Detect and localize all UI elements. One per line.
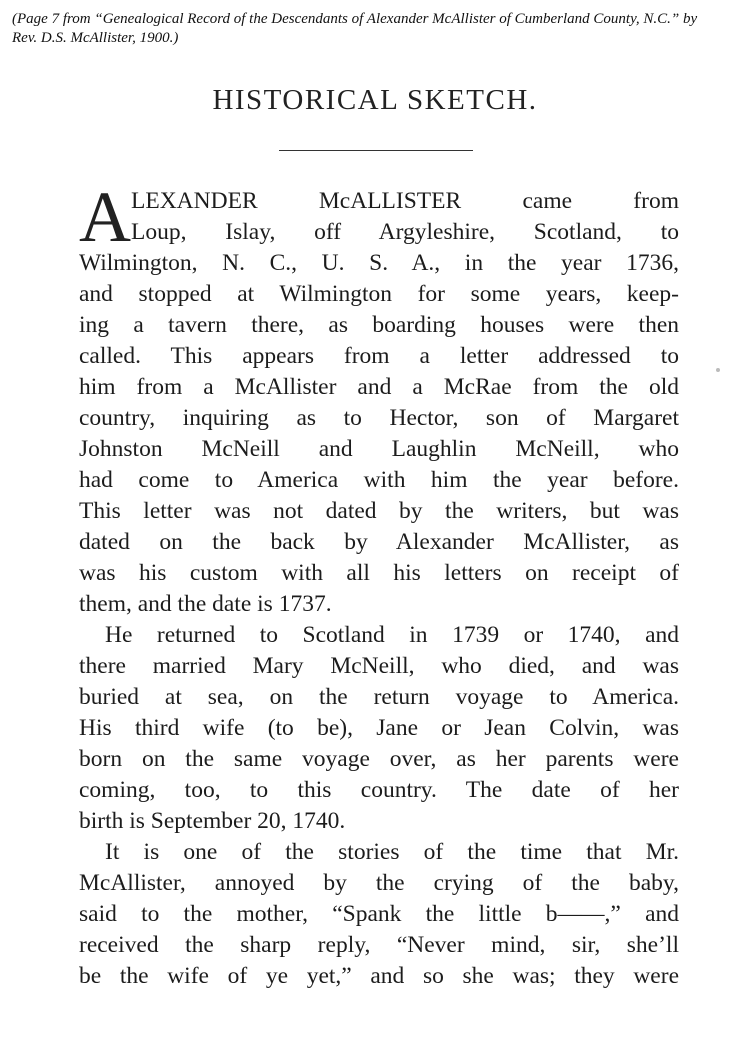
body-text [79,177,679,992]
text-line: birth is September 20, 1740. [79,808,346,834]
margin-speck [716,368,720,372]
text-line: country, inquiring as to Hector, son of Margaret [79,405,679,431]
text-line: there married Mary McNeill, who died, and was [79,653,679,679]
text-line: called. This appears from a letter addressed to [79,343,679,369]
text-line: said to the mother, “Spank the little b——,” and [79,901,679,927]
page-title: HISTORICAL SKETCH. [212,84,538,116]
text-line: born on the same voyage over, as her parents were [79,746,679,772]
text-line: be the wife of ye yet,” and so she was; they were [79,963,679,989]
title-divider [279,150,473,151]
text-line: His third wife (to be), Jane or Jean Colvin, was [79,715,679,741]
text-line: received the sharp reply, “Never mind, sir, she’ll [79,932,679,958]
text-line: had come to America with him the year before. [79,467,679,493]
text-line: Loup, Islay, off Argyleshire, Scotland, to [131,219,679,245]
drop-cap: A [79,177,131,257]
text-line: him from a McAllister and a McRae from the old [79,374,679,400]
text-line: dated on the back by Alexander McAllister, as [79,529,679,555]
text-line: and stopped at Wilmington for some years, keep- [79,281,679,307]
text-line: He returned to Scotland in 1739 or 1740, and [105,622,679,648]
text-line: This letter was not dated by the writers, but was [79,498,679,524]
text-line: ing a tavern there, as boarding houses were then [79,312,679,338]
text-line: was his custom with all his letters on receipt of [79,560,679,586]
text-line: them, and the date is 1737. [79,591,332,617]
text-line: It is one of the stories of the time that Mr. [105,839,679,865]
text-line: buried at sea, on the return voyage to America. [79,684,679,710]
text-line: Johnston McNeill and Laughlin McNeill, who [79,436,679,462]
source-note: (Page 7 from “Genealogical Record of the Descendants of Alexander McAllister of Cumberland County, N.C.” by Rev. D.S. McAllister, 1900.) [12,11,698,46]
text-line: Wilmington, N. C., U. S. A., in the year 1736, [79,250,679,276]
text-line: coming, too, to this country. The date of her [79,777,679,803]
text-line: McAllister, annoyed by the crying of the baby, [79,870,679,896]
text-line: LEXANDER McALLISTER came from [131,188,679,214]
